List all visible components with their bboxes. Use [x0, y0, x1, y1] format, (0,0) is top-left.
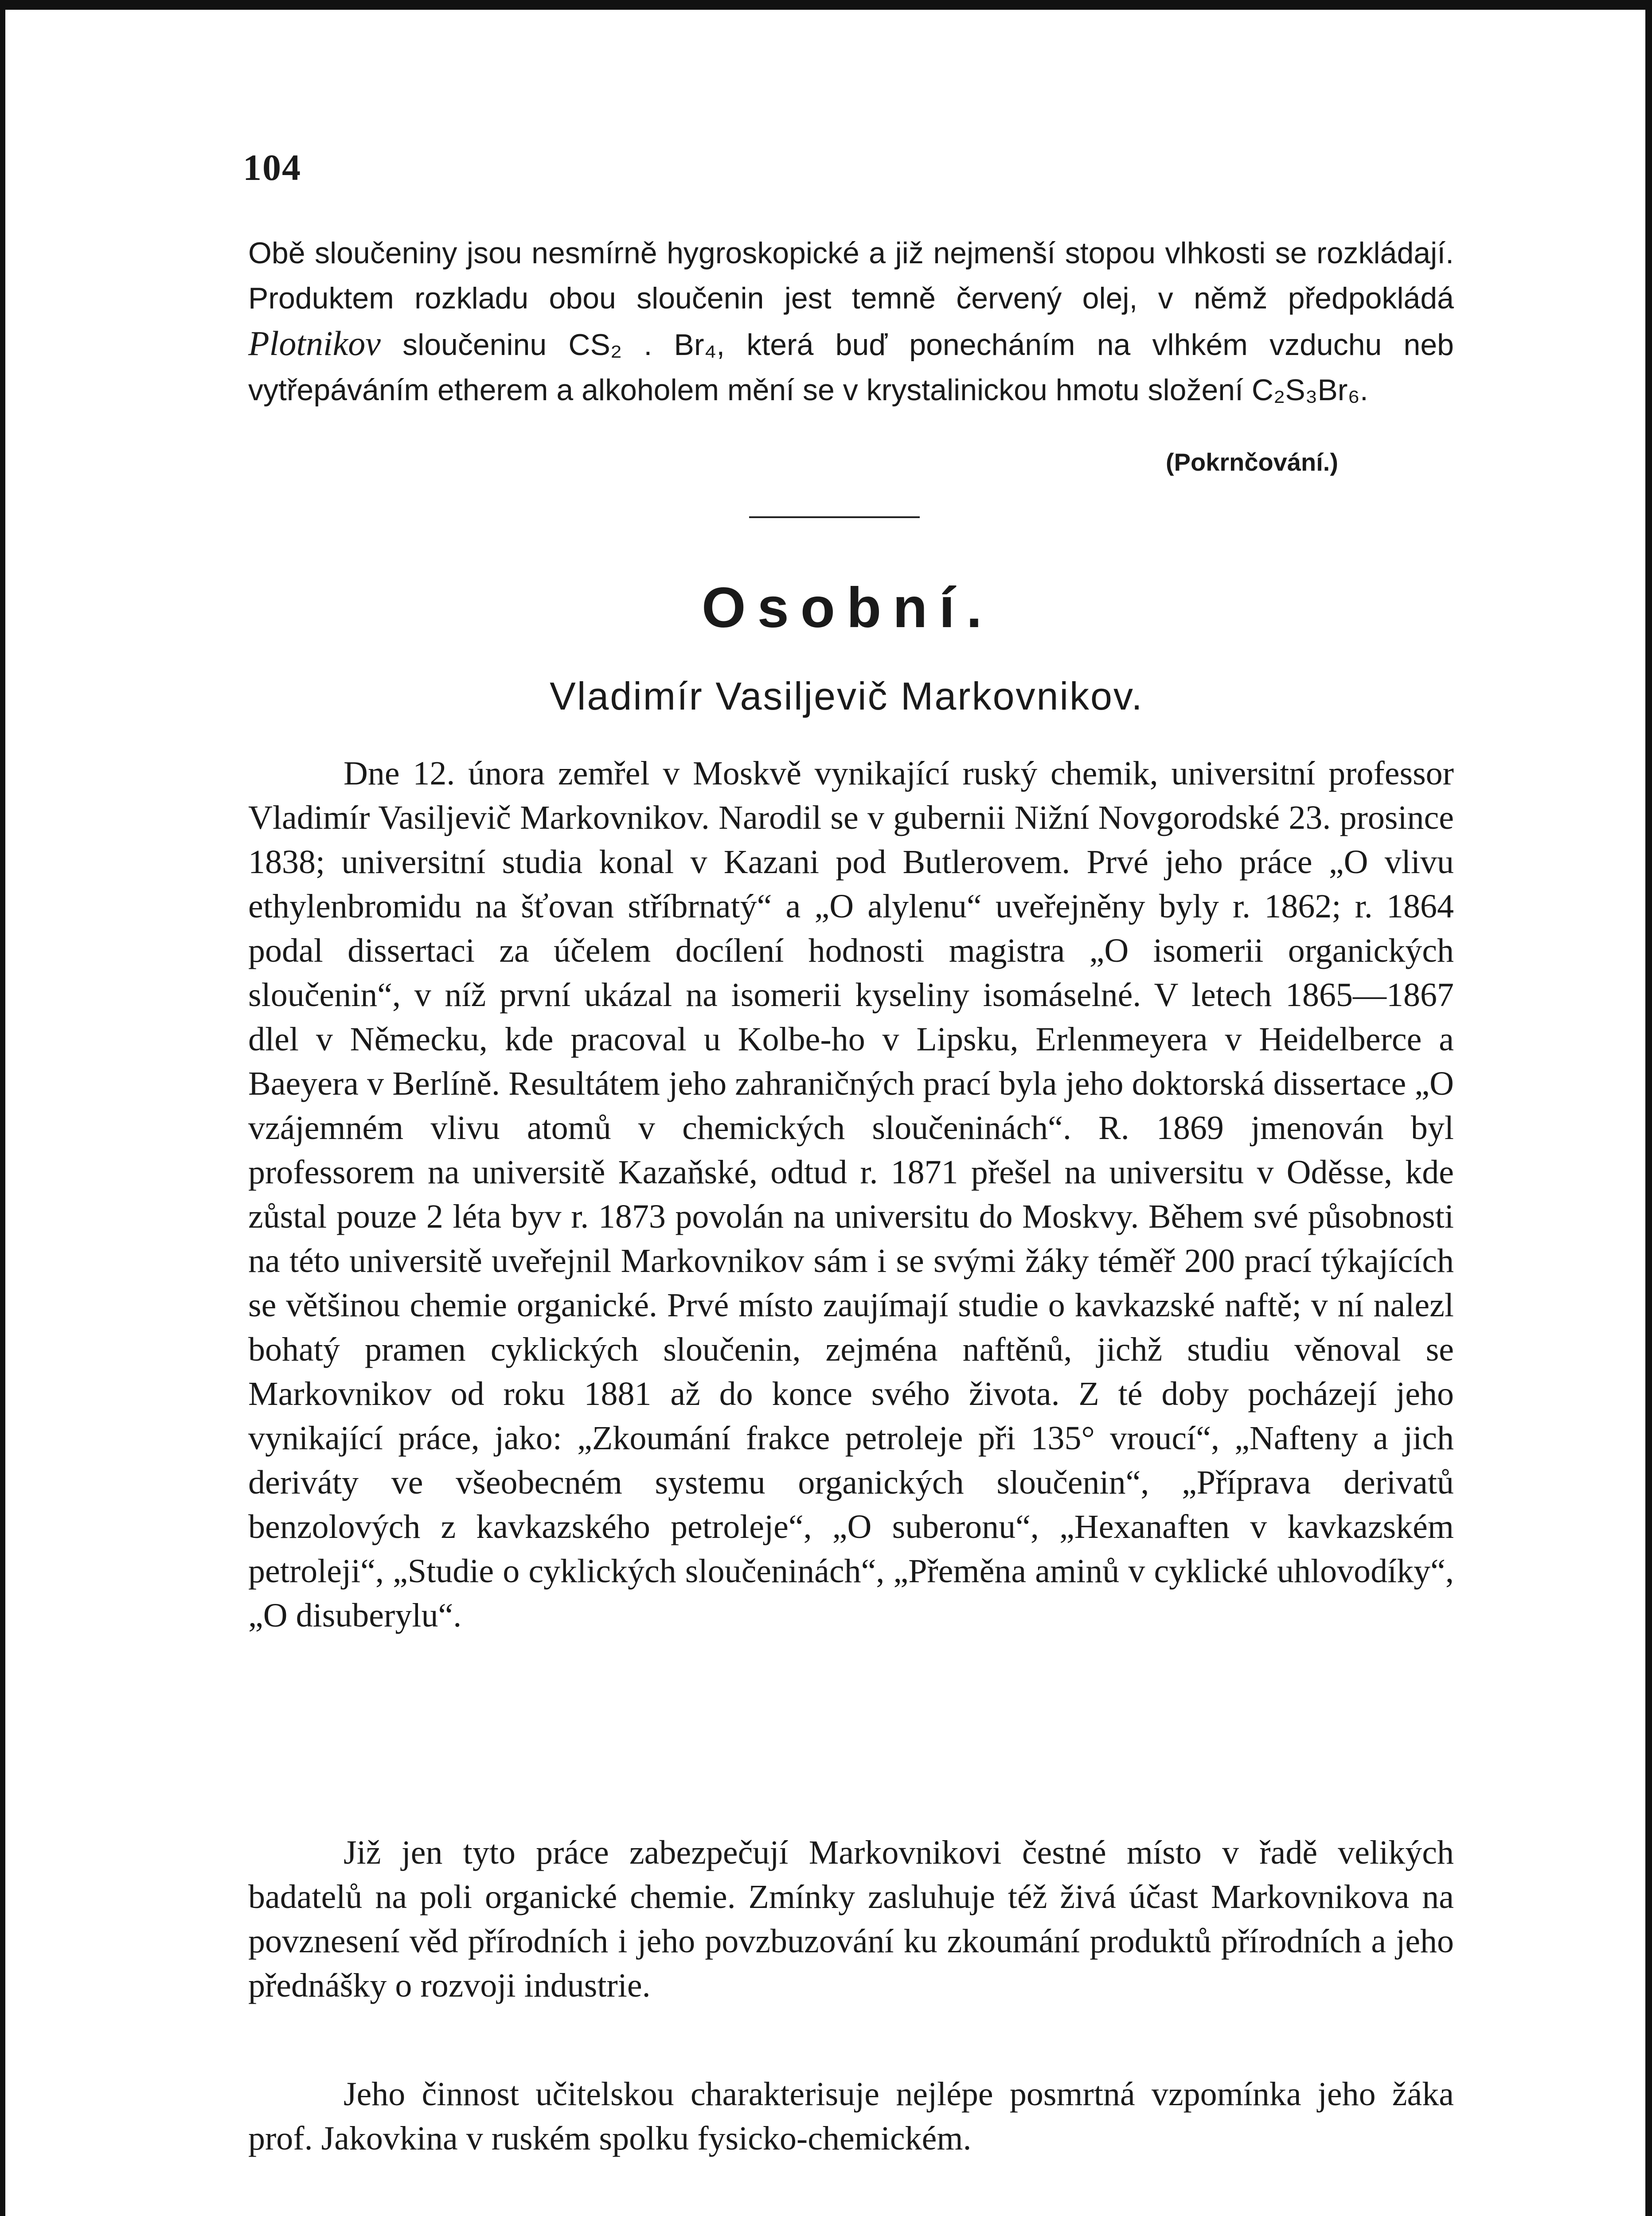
obituary-heading: Vladimír Vasiljevič Markovnikov. — [550, 674, 1144, 718]
section-divider — [749, 516, 920, 518]
continued-note: (Pokrnčování.) — [1166, 448, 1338, 476]
obituary-paragraph-1: Dne 12. února zemřel v Moskvě vynikající ruský chemik, universitní professor Vladimír Vasiljevič Markovnikov. Narodil se v gubernii Nižní Novgorodské 23. prosince 1838; universitní studia konal v Kazani pod Butlerovem. Prvé jeho práce „O vlivu ethylenbromidu na šťovan stříbrnatý“ a „O alylenu“ uveřejněny byly r. 1862; r. 1864 podal dissertaci za účelem docílení hodnosti magistra „O isomerii organických sloučenin“, v níž první ukázal na isomerii kyseliny isomáselné. V letech 1865—1867 dlel v Německu, kde pracoval u Kolbe-ho v Lipsku, Erlenmeyera v Heidelberce a Baeyera v Berlíně. Resultátem jeho zahraničných prací byla jeho doktorská dissertace „O vzájemném vlivu atomů v chemických sloučeninách“. R. 1869 jmenován byl professorem na universitě Kazaňské, odtud r. 1871 přešel na universitu v Oděsse, kde zůstal pouze 2 léta byv r. 1873 povolán na universitu do Moskvy. Během své působnosti na této universitě uveřejnil Markovnikov sám i se svými žáky téměř 200 prací týkajících se většinou chemie organické. Prvé místo zaujímají studie o kavkazské naftě; v ní nalezl bohatý pramen cyklických sloučenin, zejména naftěnů, jichž studiu věnoval se Markovnikov od roku 1881 až do konce svého života. Z té doby pocházejí jeho vynikající práce, jako: „Zkoumání frakce petroleje při 135° vroucí“, „Nafteny a jich deriváty ve všeobecném systemu organických sloučenin“, „Příprava derivatů benzolových z kavkazského petroleje“, „O suberonu“, „Hexanaften v kavkazském petroleji“, „Studie o cyklických sloučeninách“, „Přeměna aminů v cyklické uhlovodíky“, „O disuberylu“. — [248, 755, 1454, 1634]
section-title: Osobní. — [702, 576, 994, 640]
author-name-italic: Plotnikov — [248, 324, 381, 363]
carryover-text-start: Obě sloučeniny jsou nesmírně hygroskopické a již nejmenší stopou vlhkosti se rozkládají. Produktem rozkladu obou sloučenin jest temně červený olej, v němž předpokládá — [248, 236, 1454, 315]
obituary-paragraph-3: Jeho činnost učitelskou charakterisuje nejlépe posmrtná vzpomínka jeho žáka prof. Jakovkina v ruském spolku fysicko-chemickém. — [248, 2076, 1454, 2157]
obituary-paragraph-2: Již jen tyto práce zabezpečují Markovnikovi čestné místo v řadě velikých badatelů na poli organické chemie. Zmínky zasluhuje též živá účast Markovnikova na povznesení věd přírodních i jeho povzbuzování ku zkoumání produktů přírodních a jeho přednášky o rozvoji industrie. — [248, 1834, 1454, 2004]
scan-border-right — [1645, 0, 1652, 2216]
scan-border-top — [0, 0, 1652, 10]
page-number: 104 — [243, 147, 301, 188]
carryover-text-end: sloučeninu CS₂ . Br₄, která buď ponecháním na vlhkém vzduchu neb vytřepáváním etherem a alkoholem mění se v krystalinickou hmotu složení C₂S₃Br₆. — [248, 328, 1454, 407]
scan-border-left — [0, 0, 5, 2216]
carryover-paragraph — [248, 230, 1454, 413]
